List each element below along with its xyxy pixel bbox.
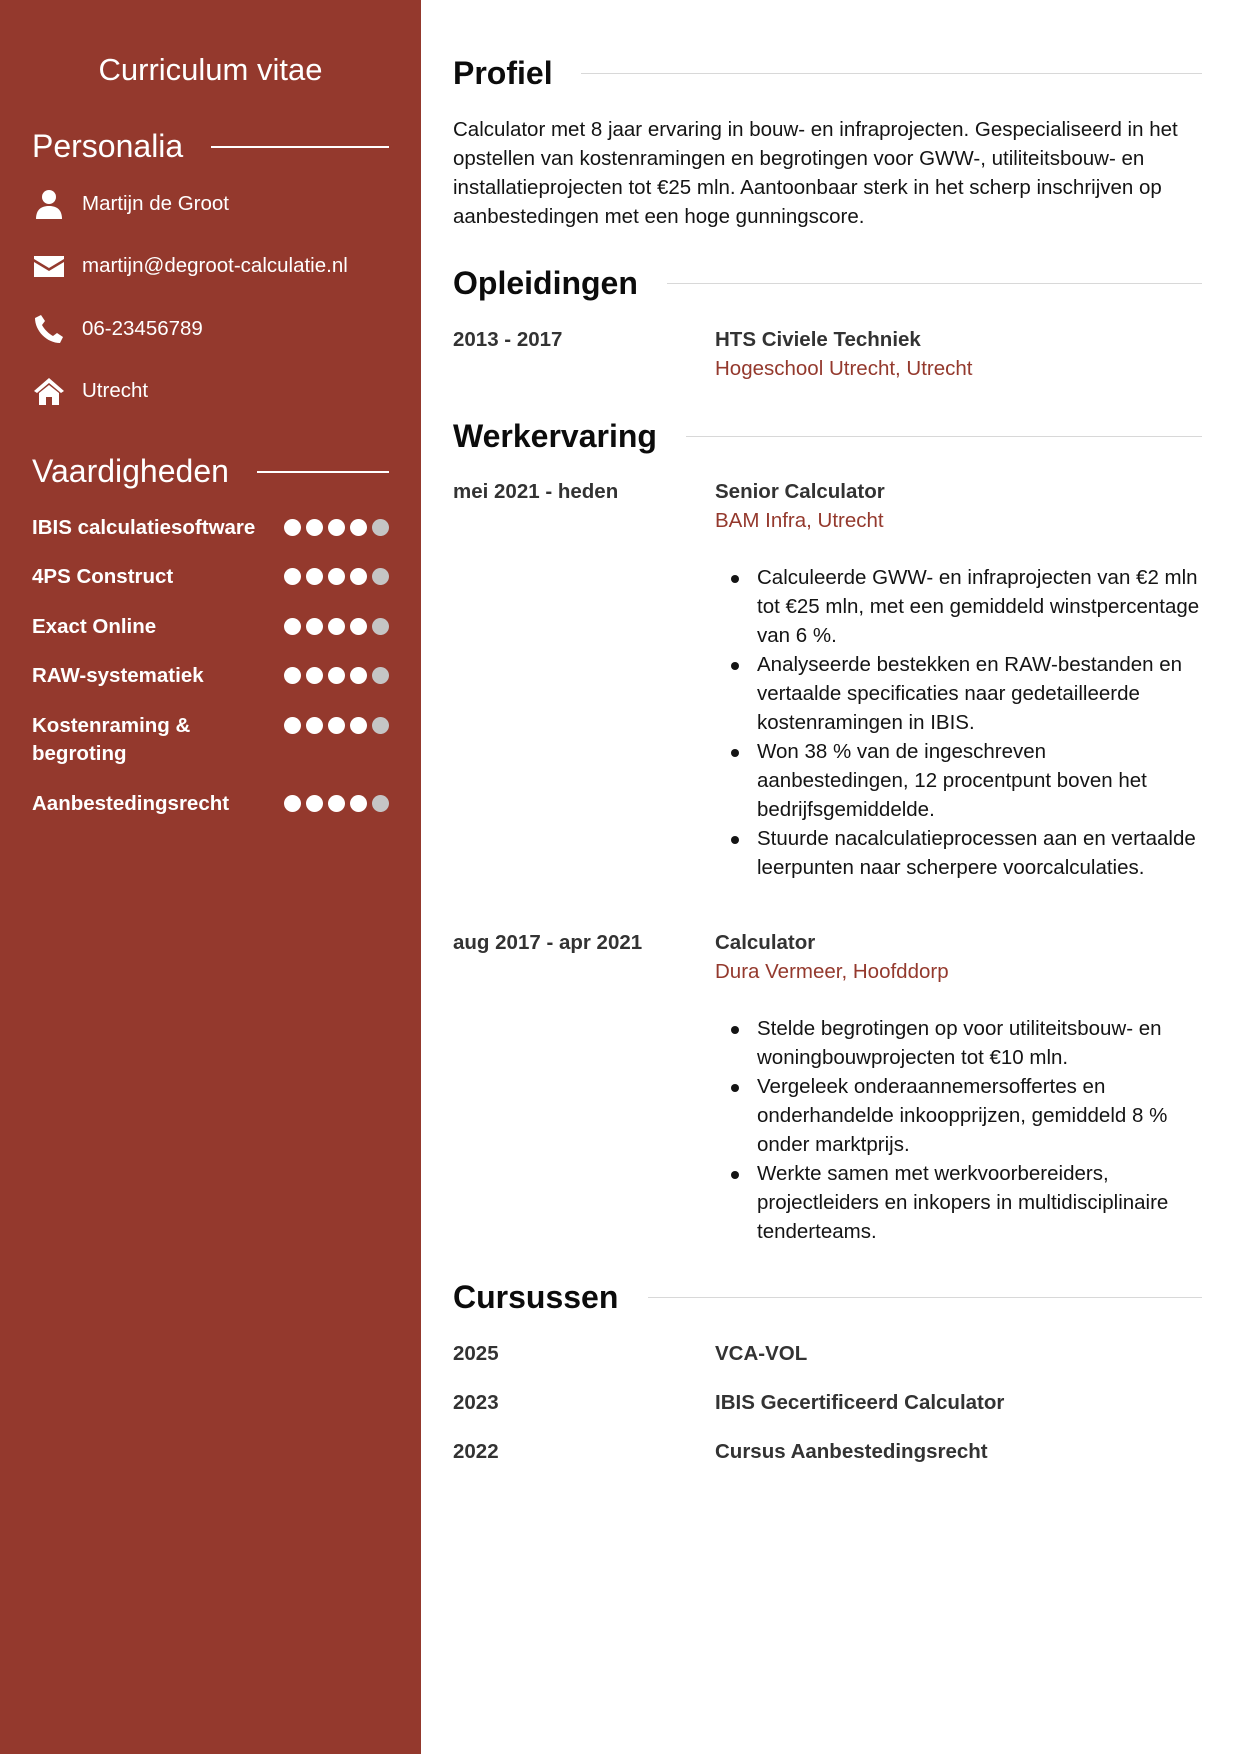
user-icon (32, 187, 66, 221)
skill-name: 4PS Construct (32, 565, 174, 588)
contact-phone[interactable] (32, 309, 203, 349)
job-title: Senior Calculator (715, 480, 885, 503)
skill-rating (284, 717, 389, 734)
contact-location (32, 371, 149, 411)
job-bullets (715, 1014, 1202, 1246)
skill-rating (284, 519, 389, 536)
course-name: IBIS Gecertificeerd Calculator (715, 1391, 1005, 1414)
experience-divider (686, 436, 1202, 437)
skill-item (32, 514, 389, 542)
job-company: BAM Infra, Utrecht (715, 509, 884, 532)
skill-name: Exact Online (32, 615, 157, 638)
skill-item (32, 662, 389, 690)
phone-icon (32, 312, 66, 346)
personalia-divider (211, 146, 389, 148)
sidebar (0, 0, 421, 1754)
list-item: Stuurde nacalculatieprocessen aan en vertaalde leerpunten naar scherpere voorcalculaties. (715, 824, 1202, 882)
skill-rating (284, 795, 389, 812)
education-period: 2013 - 2017 (453, 328, 563, 351)
job-bullets (715, 563, 1202, 882)
experience-heading: Werkervaring (453, 418, 657, 454)
contact-name (32, 184, 229, 224)
contact-name-text: Martijn de Groot (82, 192, 229, 215)
course-year: 2025 (453, 1342, 499, 1365)
document-title: Curriculum vitae (98, 52, 323, 87)
home-icon (32, 374, 66, 408)
skill-rating (284, 667, 389, 684)
list-item: Werkte samen met werkvoorbereiders, projectleiders en inkopers in multidisciplinaire tenderteams. (715, 1159, 1202, 1246)
list-item: Analyseerde bestekken en RAW-bestanden en vertaalde specificaties naar gedetailleerde kostenramingen in IBIS. (715, 650, 1202, 737)
skills-heading: Vaardigheden (32, 453, 229, 489)
education-institution: Hogeschool Utrecht, Utrecht (715, 357, 973, 380)
list-item: Calculeerde GWW- en infraprojecten van €2 mln tot €25 mln, met een gemiddeld winstpercentage van 6 %. (715, 563, 1202, 650)
skill-name: IBIS calculatiesoftware (32, 516, 256, 539)
skill-rating (284, 568, 389, 585)
job-period: mei 2021 - heden (453, 480, 619, 503)
education-divider (667, 283, 1202, 284)
education-heading: Opleidingen (453, 265, 638, 301)
list-item: Won 38 % van de ingeschreven aanbestedingen, 12 procentpunt boven het bedrijfsgemiddelde. (715, 737, 1202, 824)
skill-item (32, 613, 389, 641)
skill-item (32, 790, 389, 818)
course-name: VCA-VOL (715, 1342, 808, 1365)
job-period: aug 2017 - apr 2021 (453, 931, 643, 954)
contact-email-text[interactable]: martijn@degroot-calculatie.nl (82, 254, 348, 277)
profile-text: Calculator met 8 jaar ervaring in bouw- en infraprojecten. Gespecialiseerd in het opstellen van kostenramingen en begrotingen voor GWW-, utiliteitsbouw- en installatieprojecten tot €25 mln. Aantoonbaar sterk in het scherp inschrijven op aanbestedingen met een hoge gunningscore. (453, 118, 1178, 228)
course-year: 2022 (453, 1440, 499, 1463)
personalia-heading: Personalia (32, 128, 184, 164)
skill-name: Kostenraming & begroting (32, 714, 191, 765)
contact-location-text: Utrecht (82, 379, 149, 402)
contact-phone-text[interactable]: 06-23456789 (82, 317, 203, 340)
skill-name: Aanbestedingsrecht (32, 792, 230, 815)
courses-heading: Cursussen (453, 1279, 619, 1315)
envelope-icon (32, 249, 66, 283)
courses-divider (648, 1297, 1202, 1298)
course-name: Cursus Aanbestedingsrecht (715, 1440, 988, 1463)
skill-rating (284, 618, 389, 635)
list-item: Vergeleek onderaannemersoffertes en onderhandelde inkoopprijzen, gemiddeld 8 % onder marktprijs. (715, 1072, 1202, 1159)
skill-name: RAW-systematiek (32, 664, 204, 687)
course-year: 2023 (453, 1391, 499, 1414)
list-item: Stelde begrotingen op voor utiliteitsbouw- en woningbouwprojecten tot €10 mln. (715, 1014, 1202, 1072)
skills-divider (257, 471, 389, 473)
job-title: Calculator (715, 931, 816, 954)
job-company: Dura Vermeer, Hoofddorp (715, 960, 949, 983)
skill-item (32, 563, 389, 591)
profile-divider (581, 73, 1202, 74)
education-title: HTS Civiele Techniek (715, 328, 921, 351)
profile-heading: Profiel (453, 55, 553, 91)
skill-item (32, 712, 389, 768)
contact-email[interactable] (32, 246, 348, 286)
